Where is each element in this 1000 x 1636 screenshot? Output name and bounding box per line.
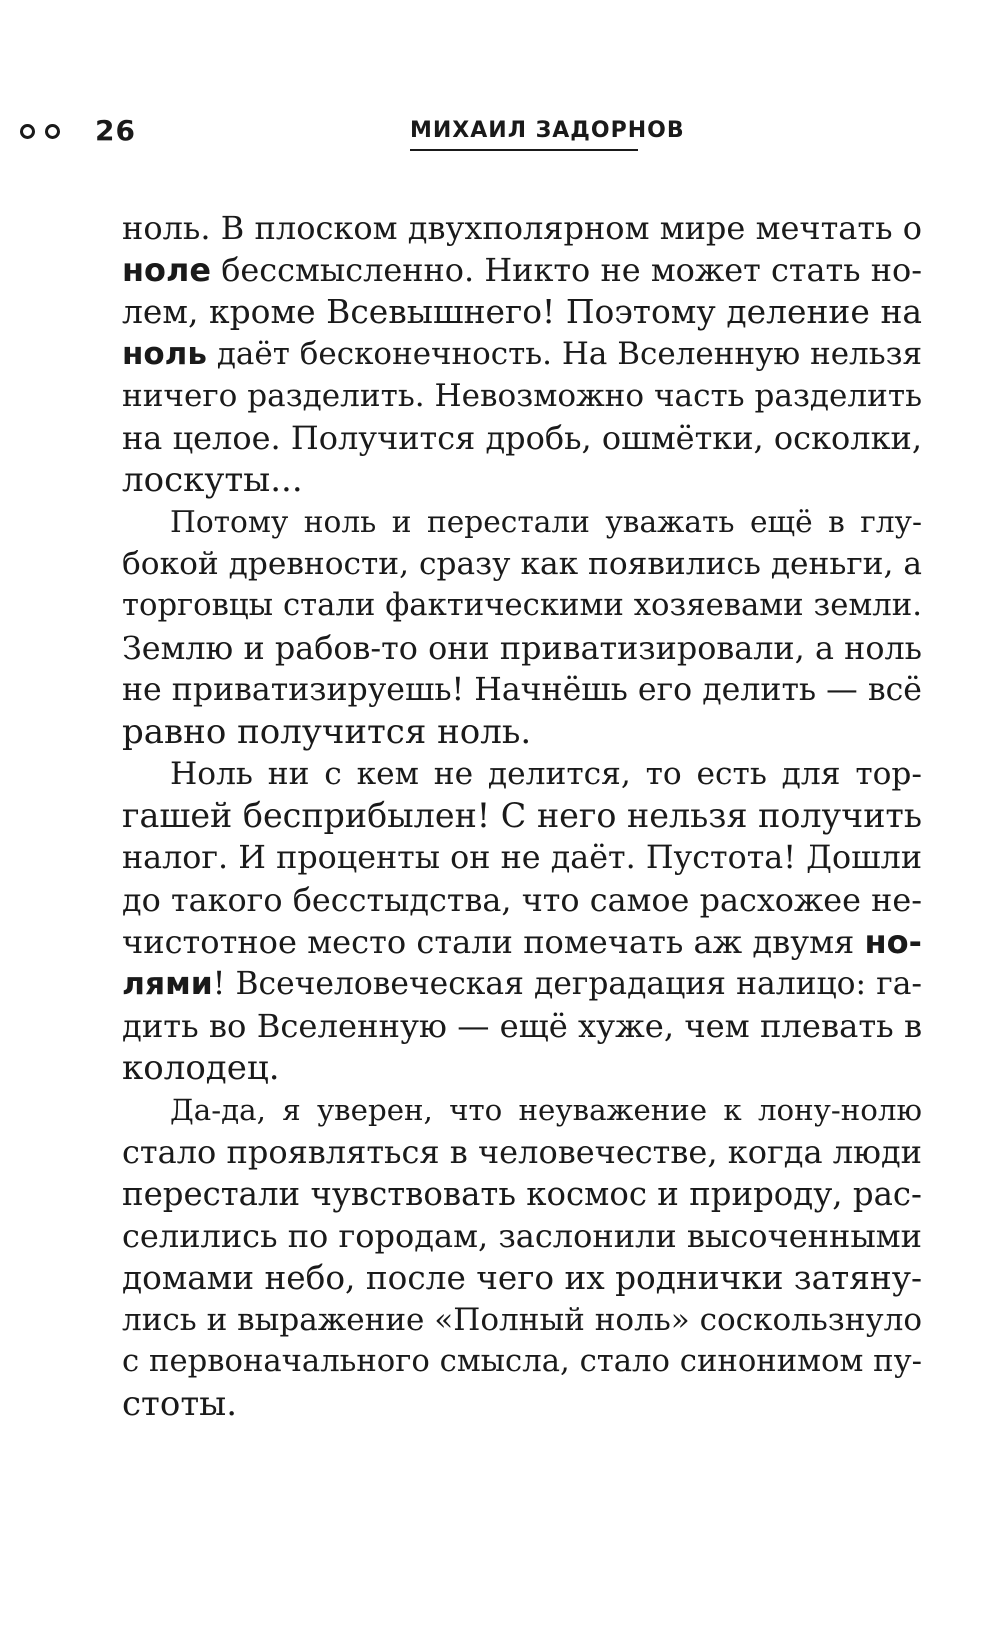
text-line: дить во Вселенную — ещё хуже, чем плевать в bbox=[122, 1007, 923, 1045]
text-line: ноль. В плоском двухполярном мире мечтать о bbox=[122, 209, 922, 247]
page-header bbox=[0, 112, 1000, 162]
text-line: Потому ноль и перестали уважать ещё в глу- bbox=[170, 505, 922, 539]
text-line: ничего разделить. Невозможно часть разделить bbox=[122, 378, 922, 414]
text-line: с первоначального смысла, стало синонимом пу- bbox=[122, 1344, 922, 1379]
text-line: ноль даёт бесконечность. На Вселенную нельзя bbox=[122, 336, 922, 372]
body-text bbox=[122, 207, 922, 1425]
text-line: лем, кроме Всевышнего! Поэтому деление на bbox=[122, 292, 922, 331]
circle-icon bbox=[45, 124, 60, 139]
text-line: стоты. bbox=[122, 1384, 237, 1424]
text-line: не приватизируешь! Начнёшь его делить — всё bbox=[122, 672, 922, 708]
text-line: колодец. bbox=[122, 1048, 280, 1088]
paragraph bbox=[122, 1089, 922, 1425]
text-line: равно получится ноль. bbox=[122, 712, 532, 752]
text-line: до такого бесстыдства, что самое расхожее не- bbox=[122, 881, 922, 919]
text-line: лями! Всечеловеческая деградация налицо: га- bbox=[122, 966, 922, 1002]
paragraph bbox=[122, 501, 922, 753]
text-line: ноле бессмысленно. Никто не может стать но- bbox=[122, 251, 922, 289]
text-line: перестали чувствовать космос и природу, рас- bbox=[122, 1175, 922, 1213]
text-line: налог. И проценты он не даёт. Пустота! Дошли bbox=[122, 840, 922, 876]
text-line: бокой древности, сразу как появились деньги, а bbox=[122, 546, 922, 582]
text-line: гашей бесприбылен! С него нельзя получить bbox=[122, 796, 922, 835]
page-number: 26 bbox=[95, 114, 136, 147]
emphasized-word: лями bbox=[122, 966, 213, 1002]
text-line: Да-да, я уверен, что неуважение к лону-нолю bbox=[170, 1093, 922, 1127]
text-line: Ноль ни с кем не делится, то есть для тор- bbox=[170, 756, 922, 792]
paragraph bbox=[122, 207, 922, 501]
text-line: чистотное место стали помечать аж двумя но- bbox=[122, 923, 922, 961]
text-line: Землю и рабов-то они приватизировали, а ноль bbox=[122, 629, 922, 667]
decorative-dots bbox=[20, 124, 60, 139]
text-line: лоскуты... bbox=[122, 460, 303, 500]
text-line: домами небо, после чего их роднички затяну- bbox=[122, 1259, 922, 1297]
running-title: МИХАИЛ ЗАДОРНОВ bbox=[410, 118, 638, 151]
text-line: торговцы стали фактическими хозяевами земли. bbox=[122, 588, 922, 623]
emphasized-word: ноле bbox=[122, 251, 211, 289]
emphasized-word: ноль bbox=[122, 336, 207, 372]
text-line: на целое. Получится дробь, ошмётки, осколки, bbox=[122, 419, 922, 457]
text-line: лись и выражение «Полный ноль» соскользнуло bbox=[122, 1302, 923, 1338]
text-line: стало проявляться в человечестве, когда люди bbox=[122, 1133, 922, 1171]
emphasized-word: но- bbox=[864, 923, 922, 961]
paragraph bbox=[122, 753, 922, 1089]
circle-icon bbox=[20, 124, 35, 139]
text-line: селились по городам, заслонили высоченными bbox=[122, 1217, 922, 1255]
